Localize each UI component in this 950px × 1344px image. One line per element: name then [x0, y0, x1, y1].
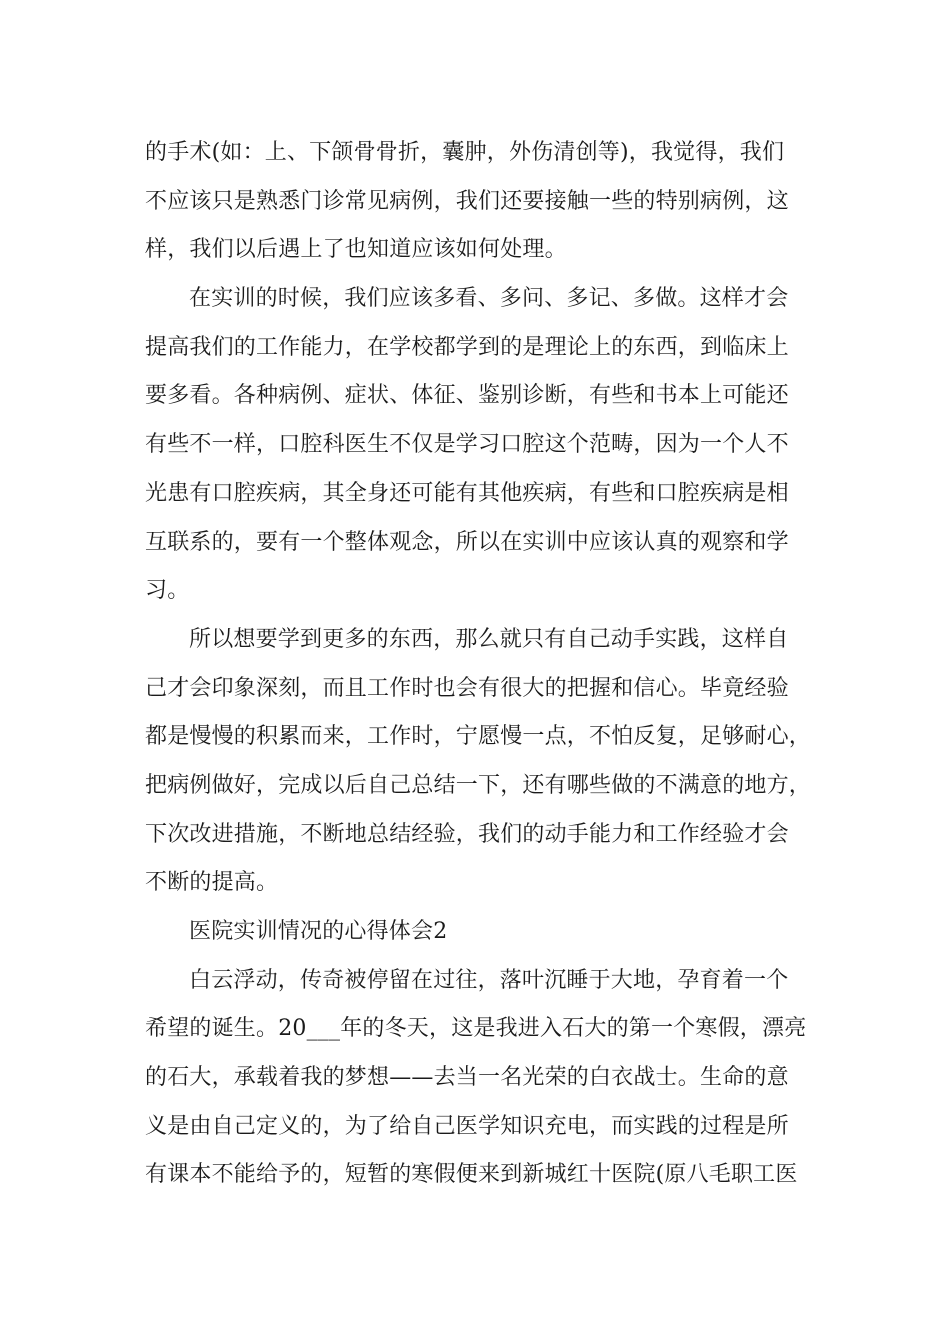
text-line: 有些不一样，口腔科医生不仅是学习口腔这个范畴，因为一个人不 — [145, 432, 789, 458]
text-line: 不应该只是熟悉门诊常见病例，我们还要接触一些的特别病例，这 — [145, 188, 789, 214]
text-line: 有课本不能给予的，短暂的寒假便来到新城红十医院(原八毛职工医 — [145, 1162, 798, 1188]
text-line: 的石大，承载着我的梦想——去当一名光荣的白衣战士。生命的意 — [145, 1065, 789, 1091]
paragraph-first-line: 在实训的时候，我们应该多看、多问、多记、多做。这样才会 — [189, 286, 789, 312]
text-line: 不断的提高。 — [145, 870, 279, 896]
text-line: 都是慢慢的积累而来，工作时，宁愿慢一点，不怕反复，足够耐心， — [145, 724, 812, 750]
text-line: 下次改进措施，不断地总结经验，我们的动手能力和工作经验才会 — [145, 821, 789, 847]
text-line: 提高我们的工作能力，在学校都学到的是理论上的东西，到临床上 — [145, 334, 789, 360]
text-line: 义是由自己定义的，为了给自己医学知识充电，而实践的过程是所 — [145, 1113, 789, 1139]
text-line: 样，我们以后遇上了也知道应该如何处理。 — [145, 237, 567, 263]
text-line: 的手术(如：上、下颌骨骨折，囊肿，外伤清创等)，我觉得，我们 — [145, 140, 785, 165]
text-line: 把病例做好，完成以后自己总结一下，还有哪些做的不满意的地方， — [145, 772, 812, 798]
text-line: 互联系的，要有一个整体观念，所以在实训中应该认真的观察和学 — [145, 529, 789, 555]
text-line: 希望的诞生。20___年的冬天，这是我进入石大的第一个寒假，漂亮 — [145, 1016, 807, 1042]
text-line: 光患有口腔疾病，其全身还可能有其他疾病，有些和口腔疾病是相 — [145, 480, 789, 506]
text-line: 己才会印象深刻，而且工作时也会有很大的把握和信心。毕竟经验 — [145, 675, 789, 701]
paragraph-first-line: 所以想要学到更多的东西，那么就只有自己动手实践，这样自 — [189, 626, 789, 652]
section-heading: 医院实训情况的心得体会2 — [189, 919, 448, 944]
text-line: 习。 — [145, 578, 190, 604]
paragraph-first-line: 白云浮动，传奇被停留在过往，落叶沉睡于大地，孕育着一个 — [189, 967, 789, 993]
document-body — [145, 129, 815, 1200]
text-line: 要多看。各种病例、症状、体征、鉴别诊断，有些和书本上可能还 — [145, 383, 789, 409]
